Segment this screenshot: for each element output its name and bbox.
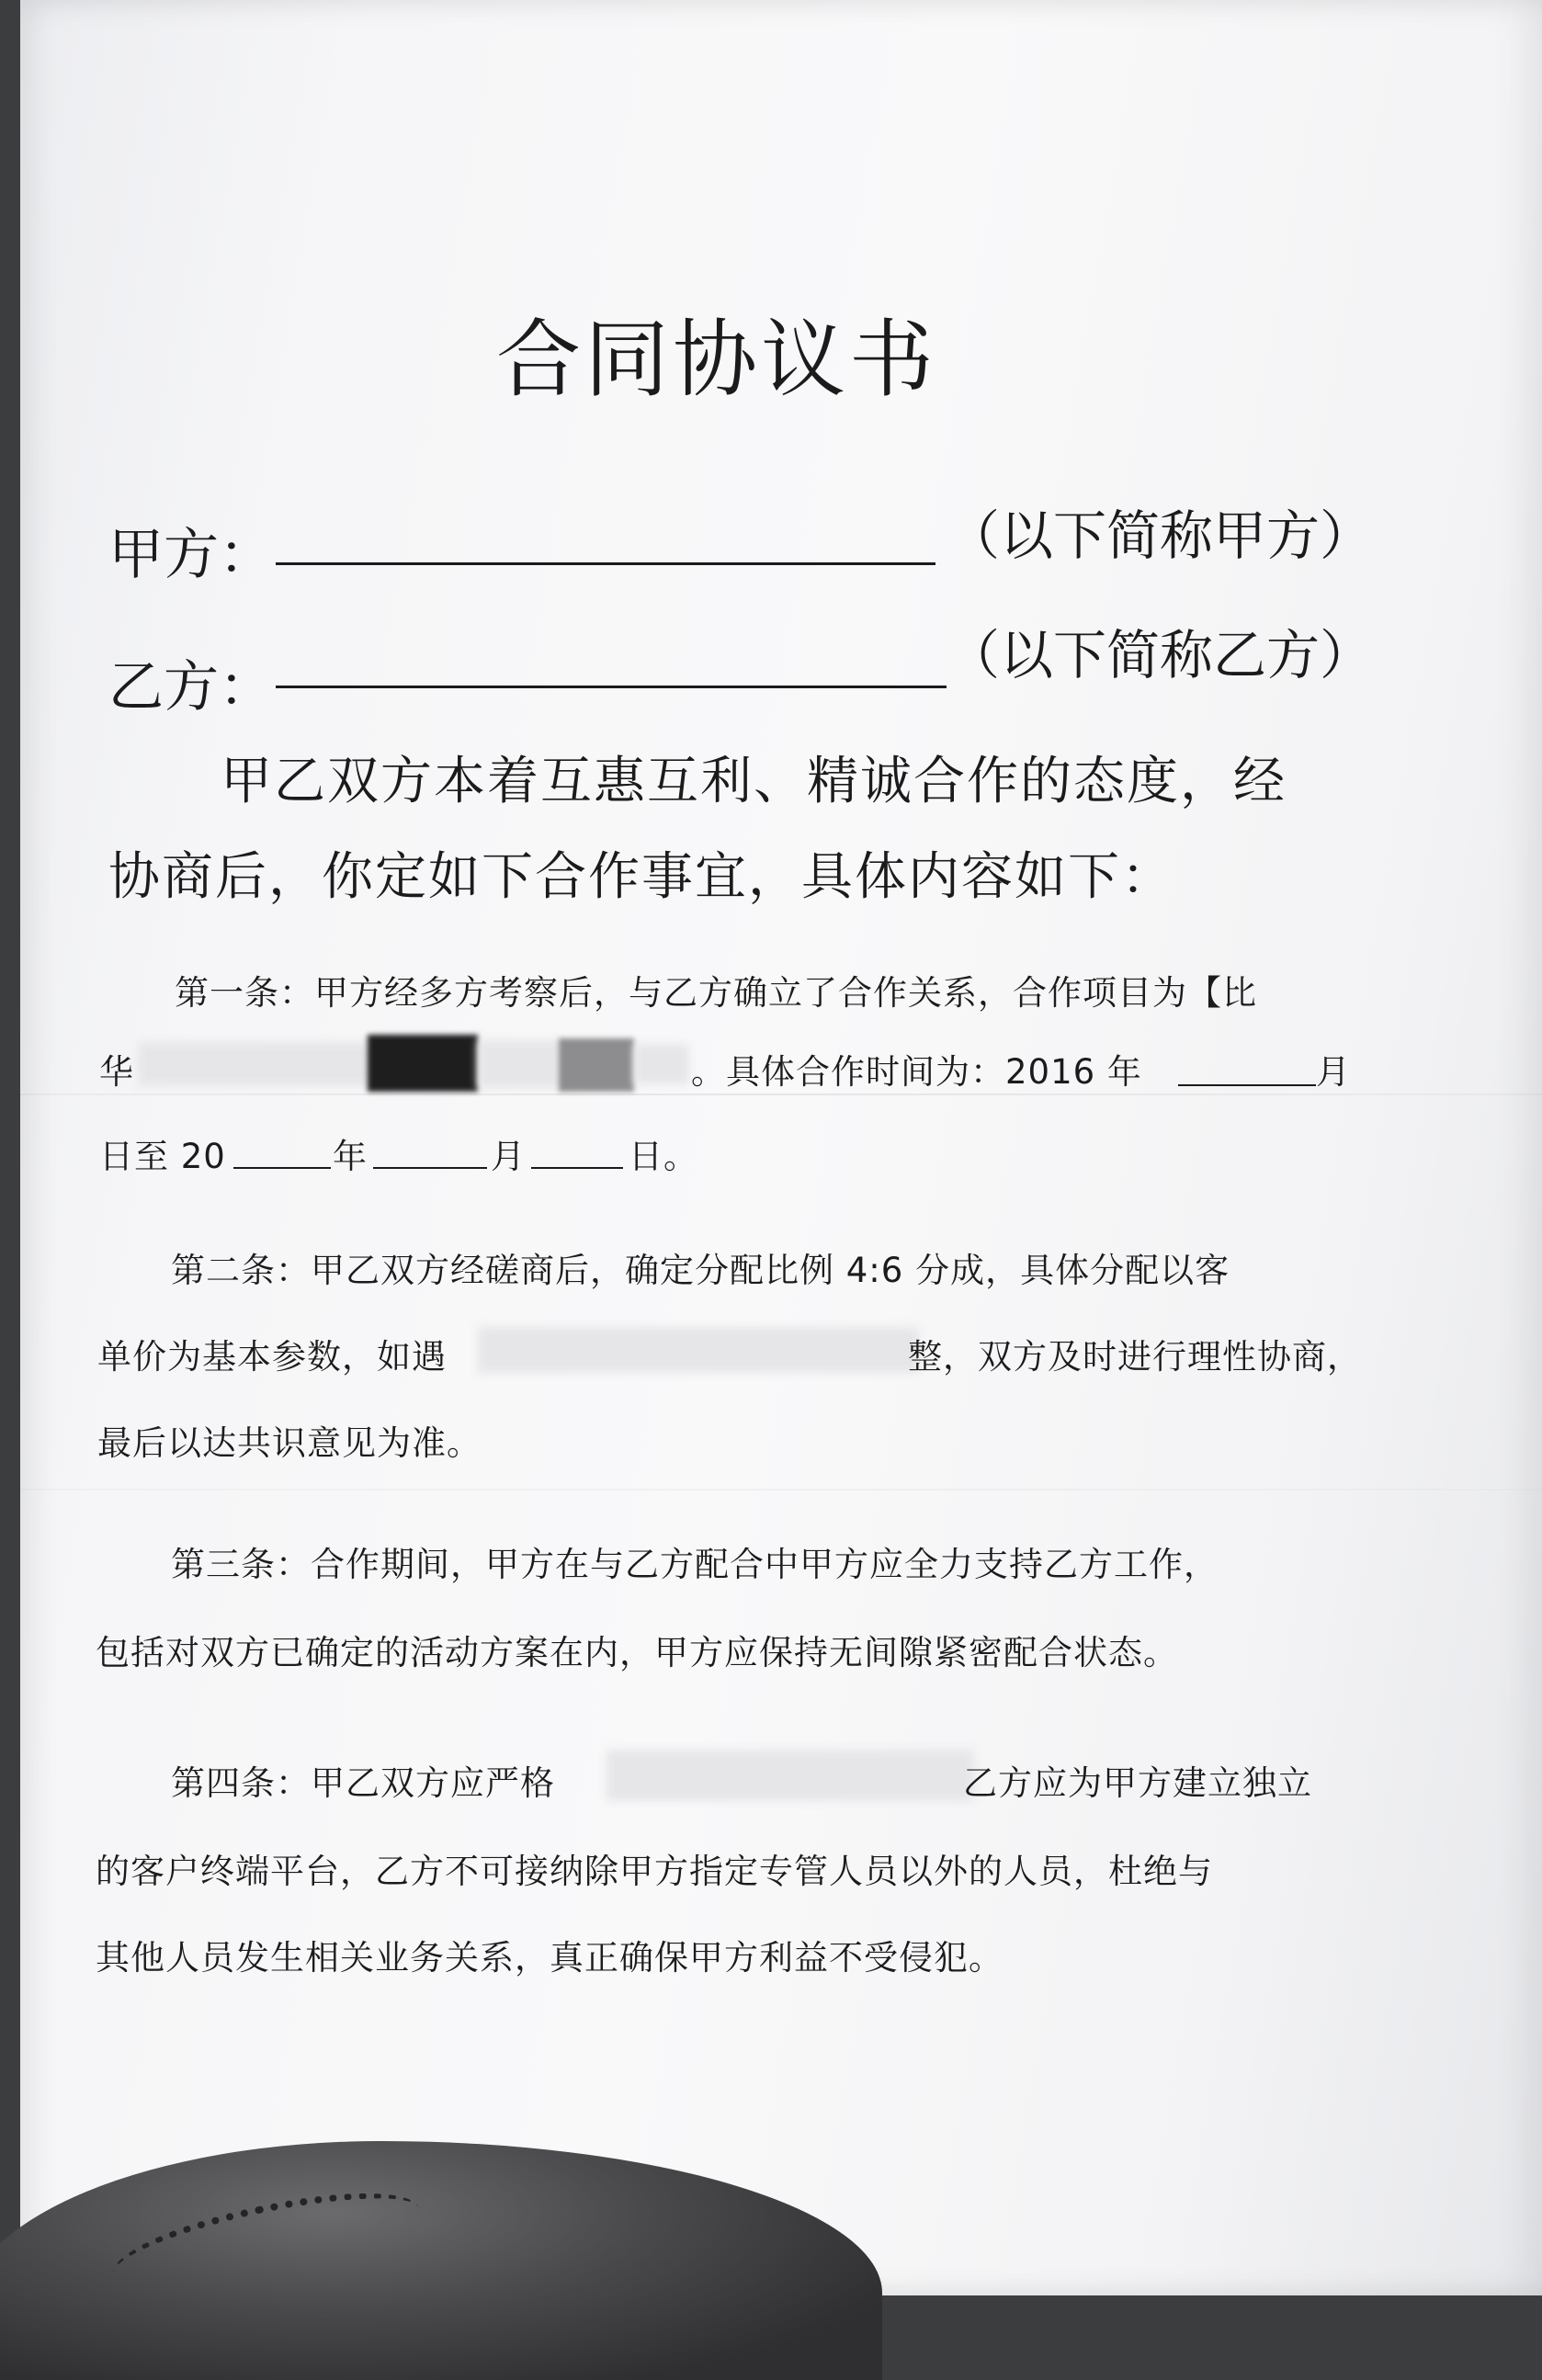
party-b-label: 乙方： xyxy=(108,655,274,720)
redaction-blur xyxy=(607,1750,974,1801)
clause-4-line-2: 的客户终端平台，乙方不可接纳除甲方指定专管人员以外的人员，杜绝与 xyxy=(96,1852,1213,1891)
clause-2-line-2-b: 整，双方及时进行理性协商， xyxy=(908,1337,1362,1377)
clause-1-line-3-b: 年 xyxy=(333,1137,368,1176)
clause-1-line-3-c: 月 xyxy=(491,1137,526,1176)
day-blank xyxy=(531,1167,623,1169)
clause-4-line-3: 其他人员发生相关业务关系，真正确保甲方利益不受侵犯。 xyxy=(96,1938,1003,1978)
year-blank xyxy=(233,1167,331,1169)
clause-1-line-3-d: 日。 xyxy=(629,1137,698,1176)
clause-1-line-2-end: 月 xyxy=(1316,1052,1351,1092)
redaction-blur xyxy=(138,1042,386,1086)
clause-1-line-1: 第一条：甲方经多方考察后，与乙方确立了合作关系，合作项目为【比 xyxy=(175,973,1257,1013)
clause-2-line-3: 最后以达共识意见为准。 xyxy=(97,1423,482,1463)
redaction-black-box xyxy=(368,1035,478,1092)
clause-1-line-2-start: 华 xyxy=(99,1052,134,1092)
intro-line-1: 甲乙双方本着互惠互利、精诚合作的态度，经 xyxy=(221,752,1287,811)
clause-4-line-1-b: 乙方应为甲方建立独立 xyxy=(963,1763,1312,1803)
document-title: 合同协议书 xyxy=(496,311,938,409)
party-b-fill-line xyxy=(276,686,947,688)
clause-2-line-1: 第二条：甲乙双方经磋商后，确定分配比例 4:6 分成，具体分配以客 xyxy=(171,1251,1230,1290)
month-blank xyxy=(1178,1084,1316,1086)
intro-line-2: 协商后，你定如下合作事宜，具体内容如下： xyxy=(108,847,1174,907)
clause-2-line-2-a: 单价为基本参数，如遇 xyxy=(97,1337,447,1377)
redaction-blur xyxy=(634,1044,689,1084)
clause-3-line-1: 第三条：合作期间，甲方在与乙方配合中甲方应全力支持乙方工作， xyxy=(171,1545,1219,1584)
redaction-blur xyxy=(478,1040,561,1088)
redaction-blur xyxy=(478,1327,919,1373)
party-a-label: 甲方： xyxy=(108,523,274,587)
month-blank-2 xyxy=(373,1167,487,1169)
party-b-suffix: （以下简称乙方） xyxy=(947,624,1374,686)
party-a-suffix: （以下简称甲方） xyxy=(947,504,1374,567)
clause-4-line-1-a: 第四条：甲乙双方应严格 xyxy=(171,1763,555,1803)
redaction-gray-box xyxy=(559,1038,634,1092)
clause-1-line-3-a: 日至 20 xyxy=(99,1137,226,1176)
party-a-fill-line xyxy=(276,562,935,565)
clause-3-line-2: 包括对双方已确定的活动方案在内，甲方应保持无间隙紧密配合状态。 xyxy=(96,1633,1178,1672)
clause-1-line-2-mid: 。具体合作时间为：2016 年 xyxy=(691,1052,1142,1092)
